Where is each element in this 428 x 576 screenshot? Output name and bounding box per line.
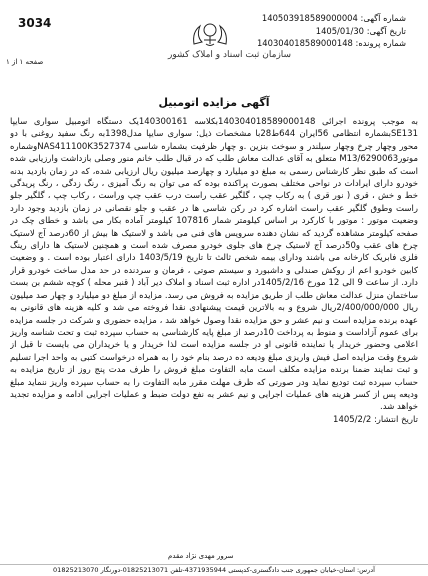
- document-code: 3034: [18, 16, 52, 30]
- meta-value: 140304018589000148: [256, 38, 353, 48]
- meta-row-notice-date: [257, 25, 406, 38]
- page-title: آگهی مزایده اتومبیل: [158, 96, 270, 109]
- page-number: صفحه ۱ از ۱: [6, 58, 44, 66]
- meta-label: شماره پرونده:: [355, 38, 406, 48]
- emblem-icon: [186, 18, 234, 48]
- document-meta: [257, 12, 406, 50]
- meta-value: 140503918589000004: [261, 13, 358, 23]
- footer-address: آدرس: استان-خیابان جمهوری جنب دادگستری-کدپستی 4371935944-تلفن 01825213071-دورنگار 01825213070: [0, 564, 428, 574]
- meta-row-notice-number: [257, 12, 406, 25]
- publish-date: 1405/2/2: [333, 414, 372, 425]
- notice-text: به موجب پرونده اجرائی 140304018589000148بکلاسه 140300161یک دستگاه اتومبیل سواری سایپا SE131بشماره انتظامی 56ایران 644ط28با مشخصات ذیل: سواری سایپا مدل1398به رنگ سفید روغنی با دو محور وچهار چرخ وچهار سیلندر و سوخت بنزین .و چهار ظرفیت بشماره شاسی NAS411100K3527374وشماره موتورM13/6290063 متعلق به آقای عدالت معاش طلب که در قبال طلب خانم منور وصلی بازداشت وارزیابی شده است که طبق نظر کارشناس رسمی به مبلغ دو میلیارد و چهارصد میلیون ریال ارزیابی شده، که در زمان بازدید بدنه خودرو دارای ایرادات در نواحی مختلف بصورت پراکنده بوده که می توان به رنگ آمیزی ، رنگ زدگی ، رنگ پریدگی خط و خش ، قری ( نور قری ) به رکاب چپ ، گلگیر عقب راست درب عقب چپ وراست ، رکاب چپ ، گلگیر جلو راست وطوق گلگیر عقب راست اشاره کرد در رکن شاسی ها در عقب و جلو نقصانی در زمان بازدید وجود دارد وضعیت موتور : موتور با کارکرد بر اساس کیلومتر شمار 107816 کیلومتر آماده بکار می باشد و خطای چک در صفحه کیلومتر مشاهده گردید که نشان دهنده سرویس های فنی می باشد و لاستیک ها بیش از 60درصد آج لاستیک چرخ های عقب و50درصد آج لاستیک چرخ های جلوی خودرو مصرف شده است و همچنین لاستیک ها دارای رینگ فلزی فابریک کارخانه می باشند ودارای بیمه شخص ثالث تا تاریخ 1403/5/19 دارای اعتبار بوده است . و وضعیت کابین خودرو اعم از روکش صندلی و داشبورد و سیستم صوتی ، فرمان و سردنده در حد مدل ساخت خودرو قرار دارد. از ساعت 9 الی 12 مورخ 1405/2/16در اداره ثبت اسناد و املاک دیر آباد ( قنبر محله ) کوچه ششم بن بست ساختمان منزل عدالت معاش طلب از طریق مزایده به فروش می رسد. مزایده از مبلغ دو میلیارد و چهار صد میلیون ریال 2/400/000/000ریال شروع و به بالاترین قیمت پیشنهادی نقدا فروخته می شد و کلیه هزینه های قانونی به عهده برنده مزایده است و نیم عشر و حق مزایده نقدا وصول خواهد شد ، مزایده حضوری و شرکت در جلسه مزایده برای عموم آزاداست و منوط به پرداخت 10درصد از مبلغ پایه کارشناسی به حساب سپرده ثبت و تحت شناسه واریز اعلامی وحضور خریدار یا نماینده قانونی او در جلسه مزایده است لذا خریدار و یا خریداران می بایست تا قبل از شروع وقت مزایده اصل فیش واریزی مبلغ ودیعه ده درصد بنام خود را به همراه درخواست کتبی به واحد اجرا تسلیم و ثبت نمایند ضمنا برنده مزایده مکلف است مابه التفاوت مبلغ فروش را ظرف مدت پنج روز از تاریخ مزایده به حساب سپرده ثبت تودیع نماید ودر صورتی که ظرف مهلت مقرر مابه التفاوت را به حساب سپرده واریز ننماید مبلغ ودیعه پس از کسر هزینه های عملیات اجرایی و نیم عشر به نفع دولت ضبط و عملیات اجرایی ادامه و مزایده تجدید خواهد شد.: [10, 117, 418, 413]
- notice-body: [10, 116, 418, 446]
- organization-name: سازمان ثبت اسناد و املاک کشور: [168, 50, 292, 60]
- meta-label: شماره آگهی:: [360, 13, 406, 23]
- meta-value: 1405/01/30: [315, 25, 365, 36]
- meta-label: تاریخ آگهی:: [366, 25, 406, 36]
- meta-row-case-number: [257, 37, 406, 50]
- signatory-name: سرور مهدی نژاد مقدم: [168, 552, 234, 560]
- publish-date-label: تاریخ انتشار:: [373, 414, 418, 425]
